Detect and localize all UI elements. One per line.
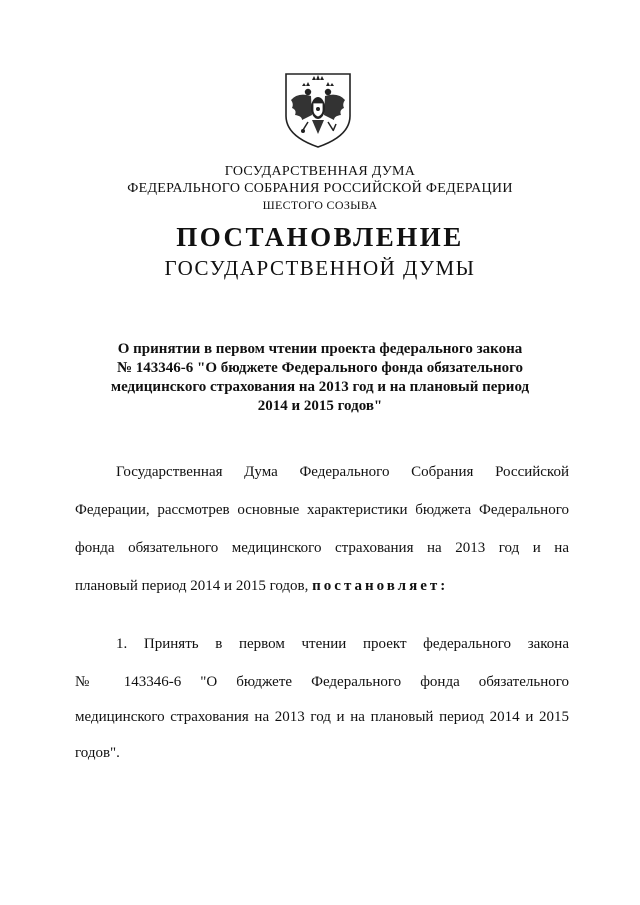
preamble-line: фонда обязательного медицинского страхования на 2013 год и на [75, 540, 569, 556]
document-issuer-subtitle: ГОСУДАРСТВЕННОЙ ДУМЫ [164, 256, 476, 280]
document-type-title: ПОСТАНОВЛЕНИЕ [176, 222, 464, 252]
subject-line: 2014 и 2015 годов" [257, 398, 383, 414]
item1-line: годов". [75, 745, 120, 761]
preamble-line-text: плановый период 2014 и 2015 годов, [75, 578, 309, 594]
subject-line: О принятии в первом чтении проекта федерального закона [117, 341, 523, 357]
preamble-final-line [75, 576, 569, 596]
header-convocation: ШЕСТОГО СОЗЫВА [262, 198, 378, 212]
subject-heading [0, 340, 640, 416]
coat-of-arms-emblem-icon [278, 70, 358, 150]
item1-line: медицинского страхования на 2013 год и на плановый период 2014 и 2015 [75, 709, 569, 725]
subject-line: № 143346-6 "О бюджете Федерального фонда обязательного [116, 360, 524, 376]
header-federal-assembly: ФЕДЕРАЛЬНОГО СОБРАНИЯ РОССИЙСКОЙ ФЕДЕРАЦИИ [127, 181, 513, 196]
item1-line: 1. Принять в первом чтении проект федерального закона [116, 636, 569, 652]
decree-word: постановляет: [312, 578, 449, 594]
subject-line: медицинского страхования на 2013 год и на плановый период [110, 379, 530, 395]
preamble-line: Государственная Дума Федерального Собрания Российской [116, 464, 569, 480]
item1-line: № 143346-6 "О бюджете Федерального фонда обязательного [75, 674, 569, 690]
header-duma: ГОСУДАРСТВЕННАЯ ДУМА [224, 164, 416, 179]
preamble-line: Федерации, рассмотрев основные характеристики бюджета Федерального [75, 502, 569, 518]
